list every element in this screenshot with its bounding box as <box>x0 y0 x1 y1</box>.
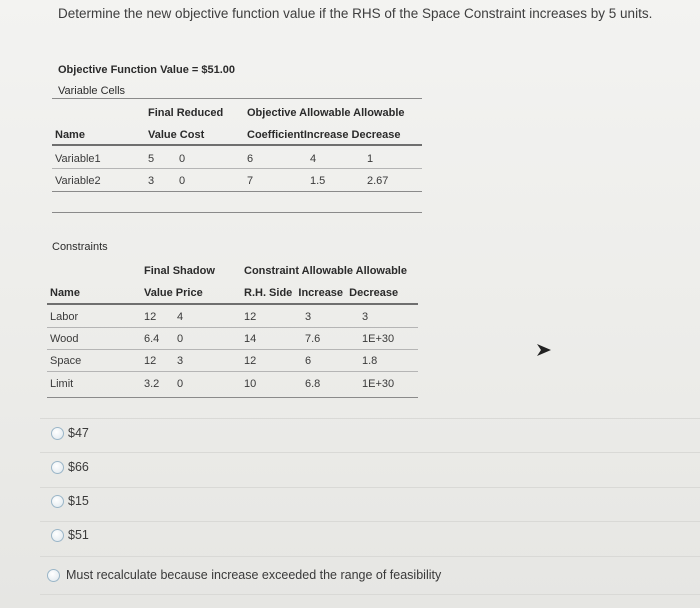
con-dec: 3 <box>362 311 369 323</box>
divider <box>52 168 422 169</box>
col-final-header: Final Shadow <box>144 265 215 277</box>
col-name-header: Name <box>50 287 80 299</box>
divider <box>52 212 422 213</box>
option-label[interactable]: $15 <box>68 494 89 508</box>
divider <box>47 397 418 398</box>
option-label[interactable]: $51 <box>68 528 89 542</box>
radio-button[interactable] <box>51 495 64 508</box>
con-final: 12 <box>144 355 157 367</box>
var-inc: 4 <box>310 153 317 165</box>
col-value-header: Value Price <box>144 287 203 299</box>
var-dec: 2.67 <box>367 175 389 187</box>
radio-button[interactable] <box>51 461 64 474</box>
con-dec: 1E+30 <box>362 333 395 345</box>
answer-option[interactable] <box>0 560 700 594</box>
col-name-header: Name <box>55 129 85 141</box>
option-label[interactable]: $66 <box>68 460 89 474</box>
con-dec: 1.8 <box>362 355 378 367</box>
col-constraint-header: Constraint Allowable Allowable <box>244 265 407 277</box>
con-shadow: 3 <box>177 355 184 367</box>
var-dec: 1 <box>367 153 374 165</box>
var-inc: 1.5 <box>310 175 326 187</box>
var-coef: 6 <box>247 153 254 165</box>
divider <box>47 327 418 328</box>
con-shadow: 4 <box>177 311 184 323</box>
var-final: 5 <box>148 153 155 165</box>
var-name: Variable2 <box>55 175 101 187</box>
col-value-header: Value Cost <box>148 129 205 141</box>
objective-value: Objective Function Value = $51.00 <box>58 64 235 76</box>
option-label[interactable]: $47 <box>68 426 89 440</box>
answer-option[interactable] <box>0 418 700 452</box>
answer-option[interactable] <box>0 487 700 521</box>
var-reduced: 0 <box>179 175 186 187</box>
con-inc: 6.8 <box>305 378 321 390</box>
col-objective-header: Objective Allowable Allowable <box>247 107 405 119</box>
radio-button[interactable] <box>47 569 60 582</box>
option-label[interactable]: Must recalculate because increase exceeded the range of feasibility <box>66 568 442 582</box>
var-final: 3 <box>148 175 155 187</box>
var-coef: 7 <box>247 175 254 187</box>
con-name: Labor <box>50 311 79 323</box>
divider <box>47 349 418 350</box>
con-rhs: 10 <box>244 378 257 390</box>
radio-button[interactable] <box>51 427 64 440</box>
con-name: Wood <box>50 333 79 345</box>
con-final: 6.4 <box>144 333 160 345</box>
var-name: Variable1 <box>55 153 101 165</box>
con-name: Space <box>50 355 82 367</box>
answer-option[interactable] <box>0 452 700 486</box>
col-rhs-header: R.H. Side Increase Decrease <box>244 287 399 299</box>
divider <box>47 371 418 372</box>
var-reduced: 0 <box>179 153 186 165</box>
con-name: Limit <box>50 378 74 390</box>
con-rhs: 12 <box>244 355 257 367</box>
con-inc: 6 <box>305 355 312 367</box>
divider <box>47 303 418 305</box>
divider <box>52 191 422 192</box>
answer-option[interactable] <box>0 521 700 555</box>
divider <box>52 98 422 99</box>
radio-button[interactable] <box>51 529 64 542</box>
col-coefficient-header: CoefficientIncrease Decrease <box>247 129 401 141</box>
col-final-header: Final Reduced <box>148 107 224 119</box>
con-shadow: 0 <box>177 378 184 390</box>
con-final: 12 <box>144 311 157 323</box>
con-shadow: 0 <box>177 333 184 345</box>
variable-cells-label: Variable Cells <box>58 85 126 97</box>
con-rhs: 14 <box>244 333 257 345</box>
divider <box>40 556 700 557</box>
con-inc: 3 <box>305 311 312 323</box>
con-final: 3.2 <box>144 378 160 390</box>
cursor-icon <box>537 344 551 356</box>
con-dec: 1E+30 <box>362 378 395 390</box>
divider <box>52 144 422 146</box>
question-text: Determine the new objective function value if the RHS of the Space Constraint increases by 5 units. <box>58 6 653 21</box>
con-inc: 7.6 <box>305 333 321 345</box>
constraints-label: Constraints <box>52 241 108 253</box>
con-rhs: 12 <box>244 311 257 323</box>
divider <box>40 594 700 595</box>
